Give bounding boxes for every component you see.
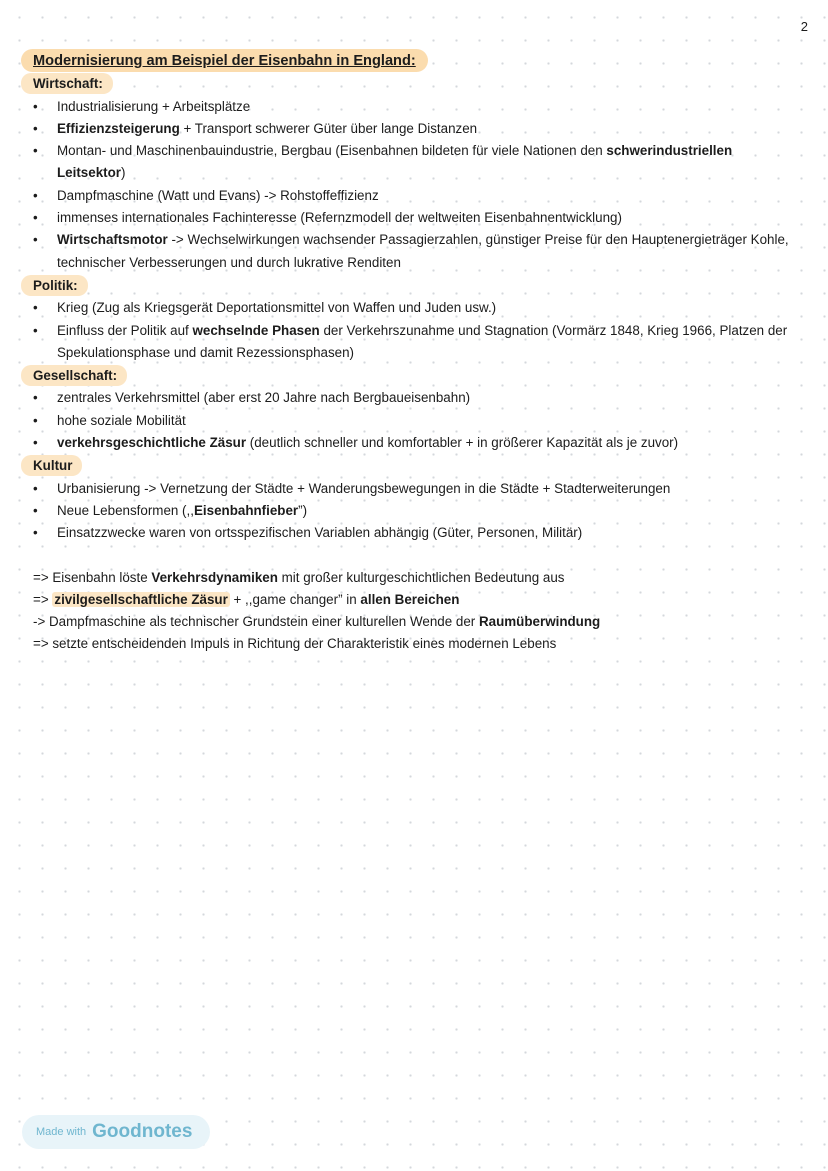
page-number: 2: [800, 19, 808, 34]
text-run: mit großer kulturgeschichtlichen Bedeutung aus: [277, 569, 565, 585]
section-heading-gesellschaft: Gesellschaft:: [21, 365, 127, 386]
conclusion-line: [33, 567, 803, 589]
list-item: [33, 140, 803, 185]
conclusion-line: [33, 611, 803, 633]
text-run: + Transport schwerer Güter über lange Distanzen: [179, 120, 478, 136]
text-run: ”): [298, 502, 308, 518]
made-with-label: Made with: [36, 1126, 87, 1138]
document-body: [33, 49, 803, 656]
list-item: [33, 185, 803, 207]
bullet-list-politik: [33, 297, 803, 364]
bold-text: Effizienzsteigerung: [57, 120, 180, 136]
conclusions: [33, 567, 803, 656]
text-run: => Eisenbahn löste: [33, 569, 152, 585]
bold-text: zivilgesellschaftliche Zäsur: [54, 591, 228, 607]
text-run: zentrales Verkehrsmittel (aber erst 20 Jahre nach Bergbaueisenbahn): [57, 390, 471, 406]
text-run: Krieg (Zug als Kriegsgerät Deportationsmittel von Waffen und Juden usw.): [57, 300, 497, 316]
goodnotes-logo: Goodnotes: [92, 1121, 193, 1142]
list-item: [33, 320, 803, 365]
list-item: [33, 478, 803, 500]
conclusion-line: [33, 589, 803, 611]
list-item: [33, 387, 803, 409]
text-run: immenses internationales Fachinteresse (Refernzmodell der weltweiten Eisenbahnentwicklung): [57, 210, 622, 226]
section-heading-wirtschaft: Wirtschaft:: [21, 73, 113, 94]
list-item: [33, 229, 803, 274]
list-item: [33, 432, 803, 454]
bold-text: wechselnde Phasen: [192, 322, 320, 338]
conclusion-line: [33, 633, 803, 655]
text-run: Einfluss der Politik auf: [57, 322, 193, 338]
text-run: ): [121, 165, 126, 181]
text-run: Industrialisierung + Arbeitsplätze: [57, 98, 251, 114]
section-kultur: [33, 454, 803, 544]
text-run: Dampfmaschine (Watt und Evans) -> Rohstoffeffizienz: [57, 187, 379, 203]
section-politik: [33, 274, 803, 364]
list-item: [33, 522, 803, 544]
bullet-list-kultur: [33, 478, 803, 545]
text-run: -> Dampfmaschine als technischer Grundstein einer kulturellen Wende der: [33, 614, 479, 630]
text-run: =>: [33, 591, 53, 607]
text-run: -> Wechselwirkungen wachsender Passagierzahlen, günstiger Preise für den Hauptenergieträger Kohle, technischer Verbesserungen und durch lukrative Renditen: [57, 232, 789, 270]
section-wirtschaft: [33, 72, 803, 274]
bold-text: allen Bereichen: [360, 591, 460, 607]
section-gesellschaft: [33, 364, 803, 454]
text-run: (deutlich schneller und komfortabler + in größerer Kapazität als je zuvor): [246, 435, 679, 451]
section-heading-politik: Politik:: [21, 275, 88, 296]
text-run: + ,,game changer” in: [229, 591, 361, 607]
text-run: Urbanisierung -> Vernetzung der Städte + Wanderungsbewegungen in die Städte + Stadterweiterungen: [57, 480, 671, 496]
bold-text: Raumüberwindung: [478, 614, 601, 630]
text-run: der Verkehrszunahme und Stagnation (Vormärz 1848, Krieg 1966, Platzen der Spekulationsphase und damit Rezessionsphasen): [57, 322, 788, 360]
bold-text: schwerindustriellen Leitsektor: [57, 143, 733, 181]
goodnotes-badge: [22, 1115, 210, 1149]
list-item: [33, 297, 803, 319]
text-run: hohe soziale Mobilität: [57, 412, 186, 428]
text-run: Montan- und Maschinenbauindustrie, Bergbau (Eisenbahnen bildeten für viele Nationen den: [57, 143, 607, 159]
list-item: [33, 500, 803, 522]
bold-text: Verkehrsdynamiken: [151, 569, 278, 585]
list-item: [33, 96, 803, 118]
bullet-list-wirtschaft: [33, 96, 803, 274]
bold-text: verkehrsgeschichtliche Zäsur: [57, 435, 247, 451]
list-item: [33, 207, 803, 229]
list-item: [33, 118, 803, 140]
page-title: Modernisierung am Beispiel der Eisenbahn in England:: [21, 49, 428, 72]
bold-text: Eisenbahnfieber: [193, 502, 299, 518]
bullet-list-gesellschaft: [33, 387, 803, 454]
list-item: [33, 410, 803, 432]
bold-text: Wirtschaftsmotor: [57, 232, 168, 248]
text-run: Einsatzzwecke waren von ortsspezifischen Variablen abhängig (Güter, Personen, Militär): [57, 525, 583, 541]
text-run: Neue Lebensformen (,,: [57, 502, 194, 518]
text-run: => setzte entscheidenden Impuls in Richtung der Charakteristik eines modernen Lebens: [33, 636, 557, 652]
section-heading-kultur: Kultur: [21, 455, 82, 476]
